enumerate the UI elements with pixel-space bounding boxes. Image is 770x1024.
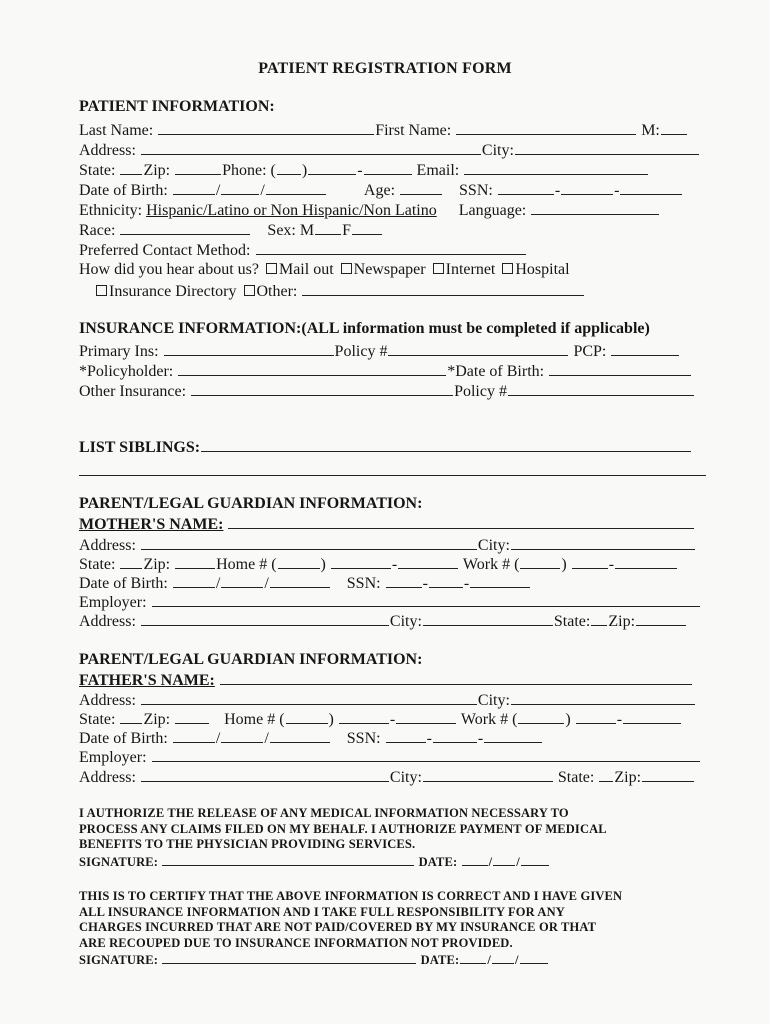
primary-ins-label: Primary Ins: xyxy=(79,343,159,360)
ssn-dash: - xyxy=(554,182,561,199)
mother-address-row xyxy=(79,535,696,555)
certification-line: CHARGES INCURRED THAT ARE NOT PAID/COVERED BY MY INSURANCE OR THAT xyxy=(79,920,597,934)
mother-phone-row xyxy=(79,554,678,574)
other-policy-label: Policy # xyxy=(454,383,507,400)
father-address-field[interactable] xyxy=(141,690,477,705)
mother-work-area-field[interactable] xyxy=(520,554,560,569)
slash: / xyxy=(488,854,493,869)
address-field[interactable] xyxy=(141,140,481,155)
father-guardian-heading: PARENT/LEGAL GUARDIAN INFORMATION: xyxy=(79,651,423,668)
language-label: Language: xyxy=(458,202,527,219)
father-home-area-field[interactable] xyxy=(286,709,328,724)
first-name-field[interactable] xyxy=(456,120,636,135)
father-dob-label: Date of Birth: xyxy=(79,730,168,747)
father-emp-city-label: City: xyxy=(389,769,422,786)
email-label: Email: xyxy=(416,162,460,179)
mother-emp-address-label: Address: xyxy=(79,613,136,630)
father-ssn-label: SSN: xyxy=(346,730,381,747)
father-work-area-field[interactable] xyxy=(518,709,564,724)
father-emp-state-field[interactable] xyxy=(599,767,613,782)
father-state-label: State: xyxy=(79,711,116,728)
middle-initial-field[interactable] xyxy=(661,120,687,135)
dob-month-field[interactable] xyxy=(173,180,215,195)
father-ssn-part2-field[interactable] xyxy=(433,728,477,743)
pcp-label: PCP: xyxy=(573,343,607,360)
city-label: City: xyxy=(481,142,514,159)
father-home-prefix-field[interactable] xyxy=(339,709,389,724)
father-state-field[interactable] xyxy=(120,709,142,724)
mother-ssn-label: SSN: xyxy=(346,575,381,592)
certification-date-month-field[interactable] xyxy=(460,951,486,964)
mother-city-field[interactable] xyxy=(511,535,695,550)
dash: - xyxy=(426,730,432,747)
policy-label: Policy # xyxy=(334,343,388,360)
referral-source-row-2 xyxy=(93,281,585,301)
policyholder-dob-label: *Date of Birth: xyxy=(447,363,545,380)
date-label: DATE: xyxy=(420,953,460,967)
father-zip-label: Zip: xyxy=(143,711,171,728)
patient-info-heading: PATIENT INFORMATION: xyxy=(79,98,275,115)
mother-state-label: State: xyxy=(79,556,116,573)
father-name-row xyxy=(79,670,693,690)
slash: / xyxy=(516,854,520,869)
sex-m-field[interactable] xyxy=(315,220,341,235)
siblings-heading xyxy=(79,436,692,457)
policyholder-dob-field[interactable] xyxy=(549,361,691,376)
patient-address-row xyxy=(79,140,700,160)
mother-home-label: Home # ( xyxy=(216,556,277,573)
certification-line: ALL INSURANCE INFORMATION AND I TAKE FULL RESPONSIBILITY FOR ANY xyxy=(79,904,565,919)
father-home-label: Home # ( xyxy=(224,711,285,728)
phone-dash: - xyxy=(357,162,363,179)
policyholder-field[interactable] xyxy=(178,361,446,376)
date-label: DATE: xyxy=(418,854,458,869)
father-name-field[interactable] xyxy=(220,670,692,685)
authorization-date-day-field[interactable] xyxy=(493,853,515,866)
dash: - xyxy=(608,556,615,573)
mother-ssn-part1-field[interactable] xyxy=(386,573,422,588)
pcp-field[interactable] xyxy=(611,341,679,356)
authorization-signature-row xyxy=(79,853,607,871)
father-dob-day-field[interactable] xyxy=(221,728,263,743)
mother-ssn-part3-field[interactable] xyxy=(470,573,530,588)
hospital-label: Hospital xyxy=(515,261,570,278)
mother-employer-label: Employer: xyxy=(79,594,147,611)
insurance-info-heading: INSURANCE INFORMATION:(ALL information must be completed if applicable) xyxy=(79,320,650,337)
father-address-label: Address: xyxy=(79,692,136,709)
certification-paragraph xyxy=(79,889,622,969)
authorization-line: PROCESS ANY CLAIMS FILED ON MY BEHALF. I AUTHORIZE PAYMENT OF MEDICAL xyxy=(79,821,607,836)
dash: - xyxy=(463,575,470,592)
preferred-contact-field[interactable] xyxy=(256,240,526,255)
race-label: Race: xyxy=(79,222,116,239)
mother-state-field[interactable] xyxy=(120,554,142,569)
patient-dob-row xyxy=(79,180,683,200)
mother-dob-year-field[interactable] xyxy=(270,573,330,588)
phone-prefix-field[interactable] xyxy=(308,160,356,175)
city-field[interactable] xyxy=(515,140,699,155)
email-field[interactable] xyxy=(464,160,648,175)
mother-zip-field[interactable] xyxy=(175,554,215,569)
certification-signature-row xyxy=(79,951,622,969)
dash: - xyxy=(389,711,396,728)
referral-source-row xyxy=(79,261,570,279)
other-policy-field[interactable] xyxy=(508,381,694,396)
state-label: State: xyxy=(79,162,116,179)
mother-employer-field[interactable] xyxy=(152,592,700,607)
state-field[interactable] xyxy=(120,160,142,175)
mother-home-area-field[interactable] xyxy=(278,554,320,569)
authorization-date-month-field[interactable] xyxy=(462,853,488,866)
zip-label: Zip: xyxy=(143,162,171,179)
dash: - xyxy=(616,711,623,728)
insurance-directory-label: Insurance Directory xyxy=(109,283,237,300)
ssn-dash: - xyxy=(614,182,620,199)
paren: ) xyxy=(320,556,326,573)
mother-zip-label: Zip: xyxy=(143,556,171,573)
slash: / xyxy=(215,730,221,747)
dob-slash: / xyxy=(260,182,265,199)
sex-f-label: F xyxy=(342,222,351,239)
father-emp-state-label: State: xyxy=(557,769,595,786)
dash: - xyxy=(477,730,484,747)
father-ssn-part1-field[interactable] xyxy=(386,728,426,743)
father-ssn-part3-field[interactable] xyxy=(484,728,542,743)
patient-ethnicity-row xyxy=(79,200,660,220)
mother-employer-row xyxy=(79,592,701,612)
certification-line: ARE RECOUPED DUE TO INSURANCE INFORMATION NOT PROVIDED. xyxy=(79,935,513,950)
authorization-date-year-field[interactable] xyxy=(521,853,549,866)
dob-year-field[interactable] xyxy=(266,180,326,195)
mother-dob-row xyxy=(79,573,531,593)
mother-emp-state-label: State: xyxy=(553,613,591,630)
signature-label: SIGNATURE: xyxy=(79,854,159,869)
signature-label: SIGNATURE: xyxy=(79,953,159,967)
last-name-label: Last Name: xyxy=(79,122,154,139)
ssn-part3-field[interactable] xyxy=(620,180,682,195)
internet-label: Internet xyxy=(445,261,496,278)
father-dob-month-field[interactable] xyxy=(173,728,215,743)
slash: / xyxy=(487,953,491,967)
father-emp-address-label: Address: xyxy=(79,769,136,786)
hospital-checkbox[interactable] xyxy=(502,263,513,274)
certification-date-year-field[interactable] xyxy=(520,951,548,964)
other-insurance-field[interactable] xyxy=(191,381,453,396)
phone-line-field[interactable] xyxy=(364,160,412,175)
father-employer-field[interactable] xyxy=(152,747,700,762)
mother-dob-label: Date of Birth: xyxy=(79,575,168,592)
policy-field[interactable] xyxy=(388,341,568,356)
paren: ) xyxy=(561,556,567,573)
zip-field[interactable] xyxy=(175,160,221,175)
authorization-signature-field[interactable] xyxy=(162,853,414,866)
father-address-row xyxy=(79,690,696,710)
mother-dob-day-field[interactable] xyxy=(221,573,263,588)
ethnicity-options[interactable]: Hispanic/Latino or Non Hispanic/Non Latino xyxy=(146,202,437,219)
patient-contact-row xyxy=(79,160,649,180)
father-emp-zip-label: Zip: xyxy=(614,769,642,786)
phone-area-field[interactable] xyxy=(277,160,301,175)
mother-emp-zip-label: Zip: xyxy=(608,613,636,630)
mother-guardian-heading: PARENT/LEGAL GUARDIAN INFORMATION: xyxy=(79,495,423,512)
father-employer-label: Employer: xyxy=(79,749,147,766)
paren: ) xyxy=(565,711,571,728)
father-zip-field[interactable] xyxy=(175,709,209,724)
siblings-extra-line[interactable] xyxy=(79,475,706,476)
father-city-label: City: xyxy=(477,692,510,709)
authorization-paragraph xyxy=(79,806,607,870)
father-name-label: FATHER'S NAME: xyxy=(79,672,215,689)
hear-about-label: How did you hear about us? xyxy=(79,261,259,278)
siblings-field[interactable] xyxy=(201,436,691,452)
mother-employer-address-row xyxy=(79,611,687,631)
preferred-contact-label: Preferred Contact Method: xyxy=(79,242,251,259)
sex-label: Sex: M xyxy=(267,222,315,239)
mother-emp-city-label: City: xyxy=(389,613,422,630)
slash: / xyxy=(514,953,519,967)
ssn-label: SSN: xyxy=(459,182,493,199)
policyholder-label: *Policyholder: xyxy=(79,363,174,380)
primary-insurance-row xyxy=(79,341,680,361)
slash: / xyxy=(264,730,269,747)
newspaper-checkbox[interactable] xyxy=(341,263,352,274)
mother-work-prefix-field[interactable] xyxy=(572,554,608,569)
age-label: Age: xyxy=(363,182,396,199)
middle-initial-label: M: xyxy=(641,122,660,139)
policyholder-row xyxy=(79,361,692,381)
father-employer-address-row xyxy=(79,767,695,787)
other-insurance-row xyxy=(79,381,695,401)
mother-name-row xyxy=(79,514,695,534)
dash: - xyxy=(422,575,428,592)
certification-date-day-field[interactable] xyxy=(492,951,514,964)
phone-label: Phone: ( xyxy=(222,162,276,179)
language-field[interactable] xyxy=(531,200,659,215)
preferred-contact-row xyxy=(79,240,527,260)
father-work-label: Work # ( xyxy=(460,711,518,728)
mother-emp-address-field[interactable] xyxy=(141,611,389,626)
father-emp-address-field[interactable] xyxy=(141,767,389,782)
phone-paren: ) xyxy=(301,162,308,179)
certification-line: THIS IS TO CERTIFY THAT THE ABOVE INFORMATION IS CORRECT AND I HAVE GIVEN xyxy=(79,889,623,903)
mother-home-line-field[interactable] xyxy=(398,554,458,569)
father-home-line-field[interactable] xyxy=(396,709,456,724)
patient-name-row xyxy=(79,120,688,140)
mother-work-line-field[interactable] xyxy=(615,554,677,569)
mother-address-field[interactable] xyxy=(141,535,477,550)
father-work-line-field[interactable] xyxy=(623,709,681,724)
siblings-label: LIST SIBLINGS: xyxy=(79,439,201,456)
authorization-line: I AUTHORIZE THE RELEASE OF ANY MEDICAL INFORMATION NECESSARY TO xyxy=(79,806,569,820)
mother-name-field[interactable] xyxy=(228,514,694,529)
slash: / xyxy=(215,575,221,592)
ssn-part1-field[interactable] xyxy=(498,180,554,195)
mail-out-label: Mail out xyxy=(278,261,334,278)
mother-city-label: City: xyxy=(477,537,510,554)
form-title: PATIENT REGISTRATION FORM xyxy=(258,60,512,77)
mother-address-label: Address: xyxy=(79,537,136,554)
father-dob-year-field[interactable] xyxy=(270,728,330,743)
mail-out-checkbox[interactable] xyxy=(266,263,277,274)
father-dob-row xyxy=(79,728,543,748)
ethnicity-label: Ethnicity: xyxy=(79,202,143,219)
insurance-directory-checkbox[interactable] xyxy=(96,285,107,296)
mother-name-label: MOTHER'S NAME: xyxy=(79,516,224,533)
paren: ) xyxy=(328,711,334,728)
mother-emp-zip-field[interactable] xyxy=(636,611,686,626)
dash: - xyxy=(391,556,398,573)
mother-work-label: Work # ( xyxy=(462,556,520,573)
father-phone-row xyxy=(79,709,682,729)
first-name-label: First Name: xyxy=(375,122,452,139)
father-emp-zip-field[interactable] xyxy=(642,767,694,782)
other-field[interactable] xyxy=(302,281,584,296)
race-field[interactable] xyxy=(120,220,250,235)
mother-ssn-part2-field[interactable] xyxy=(429,573,463,588)
mother-emp-city-field[interactable] xyxy=(423,611,553,626)
father-employer-row xyxy=(79,747,701,767)
authorization-line: BENEFITS TO THE PHYSICIAN PROVIDING SERVICES. xyxy=(79,837,416,851)
dob-day-field[interactable] xyxy=(221,180,259,195)
primary-ins-field[interactable] xyxy=(164,341,334,356)
other-label: Other: xyxy=(256,283,298,300)
last-name-field[interactable] xyxy=(158,120,374,135)
certification-signature-field[interactable] xyxy=(162,951,416,964)
sex-f-field[interactable] xyxy=(352,220,382,235)
address-label: Address: xyxy=(79,142,136,159)
mother-emp-state-field[interactable] xyxy=(591,611,607,626)
patient-race-row xyxy=(79,220,383,240)
dob-slash: / xyxy=(215,182,221,199)
age-field[interactable] xyxy=(400,180,442,195)
newspaper-label: Newspaper xyxy=(353,261,426,278)
internet-checkbox[interactable] xyxy=(433,263,444,274)
father-work-prefix-field[interactable] xyxy=(576,709,616,724)
mother-dob-month-field[interactable] xyxy=(173,573,215,588)
other-checkbox[interactable] xyxy=(244,285,255,296)
father-emp-city-field[interactable] xyxy=(423,767,553,782)
ssn-part2-field[interactable] xyxy=(561,180,613,195)
other-insurance-label: Other Insurance: xyxy=(79,383,187,400)
mother-home-prefix-field[interactable] xyxy=(331,554,391,569)
father-city-field[interactable] xyxy=(511,690,695,705)
dob-label: Date of Birth: xyxy=(79,182,168,199)
slash: / xyxy=(264,575,269,592)
